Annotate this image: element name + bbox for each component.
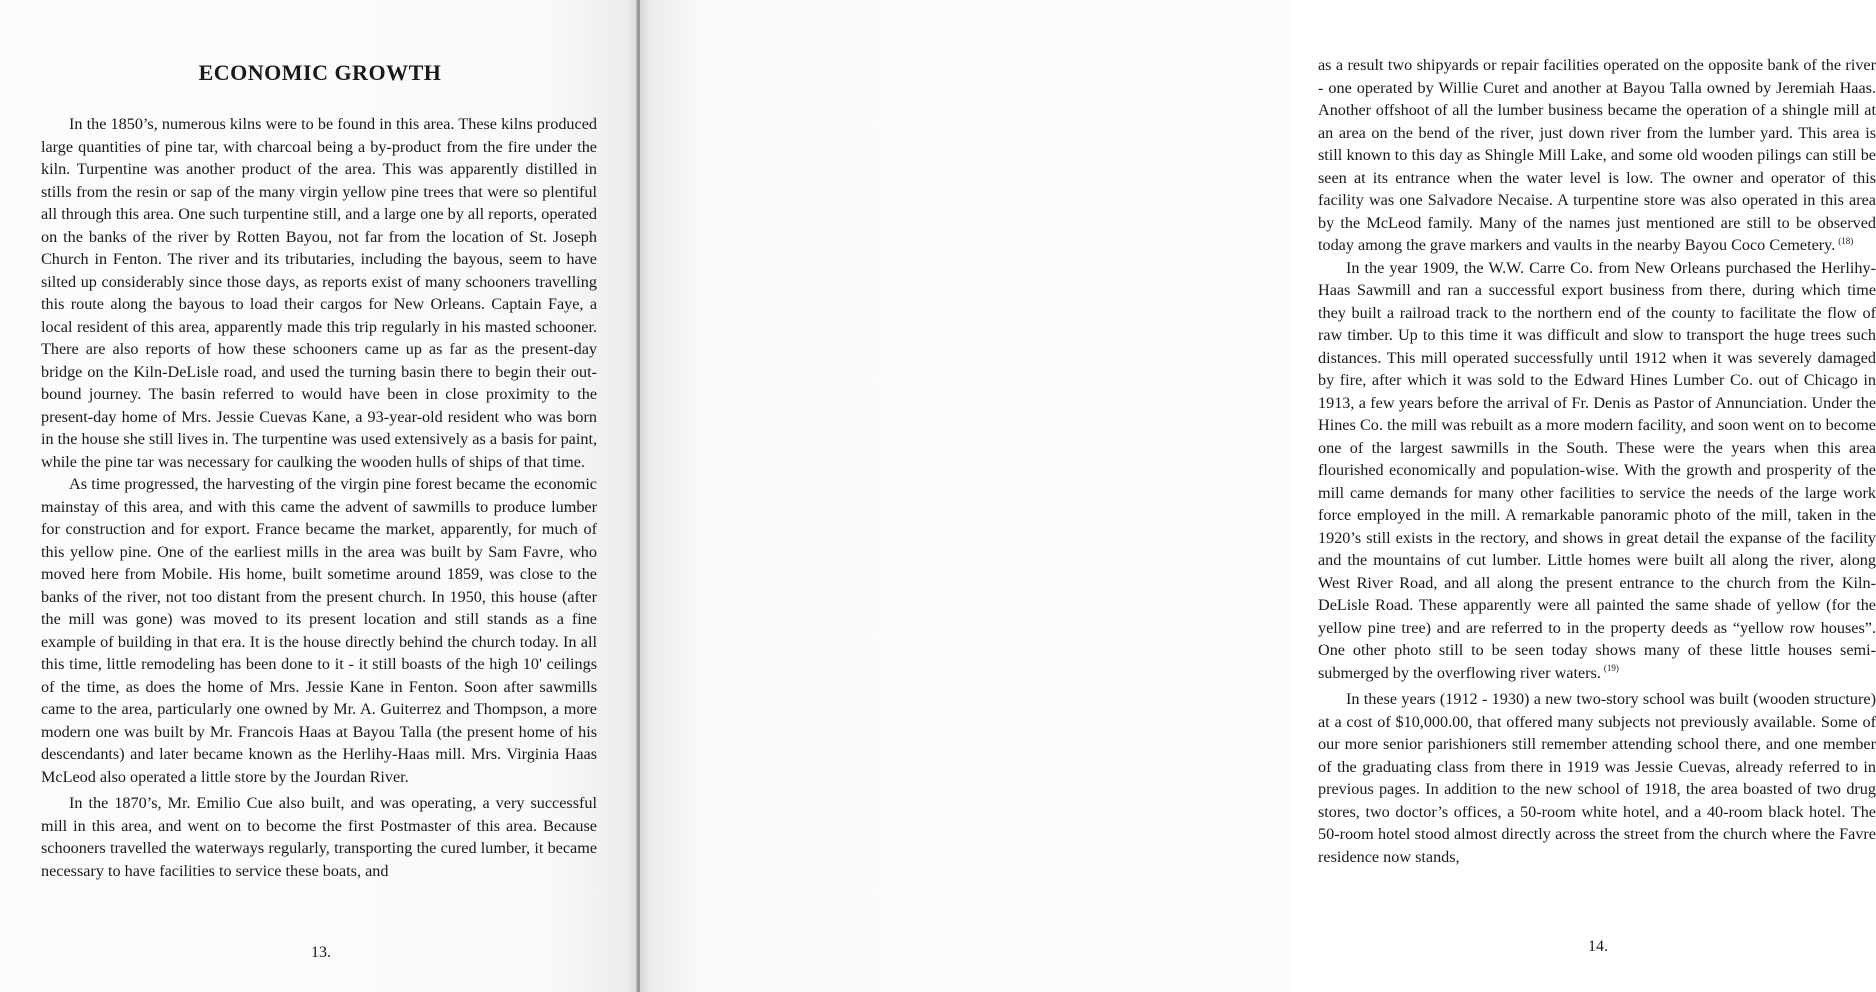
paragraph-sawmills: As time progressed, the harvesting of the virgin pine forest became the economic mainstay of this area, and with this came the advent of sawmills to produce lumber for construction and for export. France became the market, apparently, for much of this yellow pine. One of the earliest mills in the area was built by Sam Favre, who moved here from Mobile. His home, built sometime around 1859, was close to the banks of the river, not too distant from the present church. In 1950, this house (after the mill was gone) was moved to its present location and still stands as a fine example of building in that era. It is the house directly behind the church today. In all this time, little remodeling has been done to it - it still boasts of the high 10' ceilings of the time, as does the home of Mrs. Jessie Kane in Fenton. Soon after sawmills came to the area, particularly one owned by Mr. A. Guiterrez and Thompson, a more modern one was built by Mr. Francois Haas at Bayou Talla (the present home of his descendants) and later became known as the Herlihy-Haas mill. Mrs. Virginia Haas McLeod also operated a little store by the Jourdan River. — [41, 475, 597, 786]
right-page-body — [1318, 54, 1876, 868]
footnote-marker-19: (19) — [1603, 663, 1619, 674]
chapter-title: ECONOMIC GROWTH — [198, 60, 442, 85]
right-page — [640, 0, 1876, 992]
paragraph-shipyards — [1318, 54, 1876, 257]
paragraph-carre-co — [1318, 257, 1876, 685]
paragraph-kilns: In the 1850’s, numerous kilns were to be found in this area. These kilns produced large quantities of pine tar, with charcoal being a by-product from the fire under the kiln. Turpentine was another product of the area. This was apparently distilled in stills from the resin or sap of the many virgin yellow pine trees that were so plentiful all through this area. One such turpentine still, and a large one by all reports, operated on the banks of the river by Rotten Bayou, not far from the location of St. Joseph Church in Fenton. The river and its tributaries, including the bayous, seem to have silted up considerably since those days, as reports exist of many schooners travelling this route along the bayous to load their cargos for New Orleans. Captain Faye, a local resident of this area, apparently made this trip regularly in his masted schooner. There are also reports of how these schooners came up as far as the present-day bridge on the Kiln-DeLisle road, and used the turning basin there to begin their out-bound journey. The basin referred to would have been in close proximity to the present-day home of Mrs. Jessie Cuevas Kane, a 93-year-old resident who was born in the house she still lives in. The turpentine was used extensively as a basis for paint, while the pine tar was necessary for caulking the wooden hulls of ships of that time. — [41, 115, 597, 471]
page-number-left: 13. — [311, 944, 331, 961]
paragraph-shipyards-text: as a result two shipyards or repair facilities operated on the opposite bank of the river - one operated by Willie Curet and another at Bayou Talla owned by Jeremiah Haas. Another offshoot of all the lumber business became the operation of a shingle mill at an area on the bend of the river, just down river from the lumber yard. This area is still known to this day as Shingle Mill Lake, and some old wooden pilings can still be seen at its entrance when the water level is low. The owner and operator of this facility was one Salvadore Necaise. A turpentine store was also operated in this area by the McLeod family. Many of the names just mentioned are still to be observed today among the grave markers and vaults in the nearby Bayou Coco Cemetery. — [1318, 56, 1876, 254]
paragraph-carre-co-text: In the year 1909, the W.W. Carre Co. from New Orleans purchased the Herlihy-Haas Sawmill and ran a successful export business from there, during which time they built a railroad track to the northern end of the county to facilitate the flow of raw timber. Up to this time it was difficult and slow to transport the huge trees such distances. This mill operated successfully until 1912 when it was severely damaged by fire, after which it was sold to the Edward Hines Lumber Co. out of Chicago in 1913, a few years before the arrival of Fr. Denis as Pastor of Annunciation. Under the Hines Co. the mill was rebuilt as a more modern facility, and soon went on to become one of the largest sawmills in the South. These were the years when this area flourished economically and population-wise. With the growth and prosperity of the mill came demands for many other facilities to service the needs of the large work force employed in the mill. A remarkable panoramic photo of the mill, taken in the 1920’s still exists in the rectory, and shows in great detail the expanse of the facility and the mountains of cut lumber. Little homes were built all along the river, along West River Road, and all along the present entrance to the church from the Kiln-DeLisle Road. These apparently were all painted the same shade of yellow (for the yellow pine tree) and are referred to in the property deeds as “yellow row houses”. One other photo still to be seen today shows many of these little houses semi-submerged by the overflowing river waters. — [1318, 258, 1876, 682]
left-page — [0, 0, 640, 992]
paragraph-school: In these years (1912 - 1930) a new two-story school was built (wooden structure) at a cost of $10,000.00, that offered many subjects not previously available. Some of our more senior parishioners still remember attending school there, and one member of the graduating class from there in 1919 was Jessie Cuevas, already referred to in previous pages. In addition to the new school of 1918, the area boasted of two drug stores, two doctor’s offices, a 50-room white hotel, and a 40-room black hotel. The 50-room hotel stood almost directly across the street from the church where the Favre residence now stands, — [1318, 690, 1876, 866]
page-number-right: 14. — [1588, 938, 1608, 955]
left-page-body — [41, 113, 597, 882]
footnote-marker-18: (18) — [1838, 235, 1854, 246]
paragraph-emilio-cue: In the 1870’s, Mr. Emilio Cue also built, and was operating, a very successful mill in this area, and went on to become the first Postmaster of this area. Because schooners travelled the waterways regularly, transporting the cured lumber, it became necessary to have facilities to service these boats, and — [41, 794, 597, 880]
